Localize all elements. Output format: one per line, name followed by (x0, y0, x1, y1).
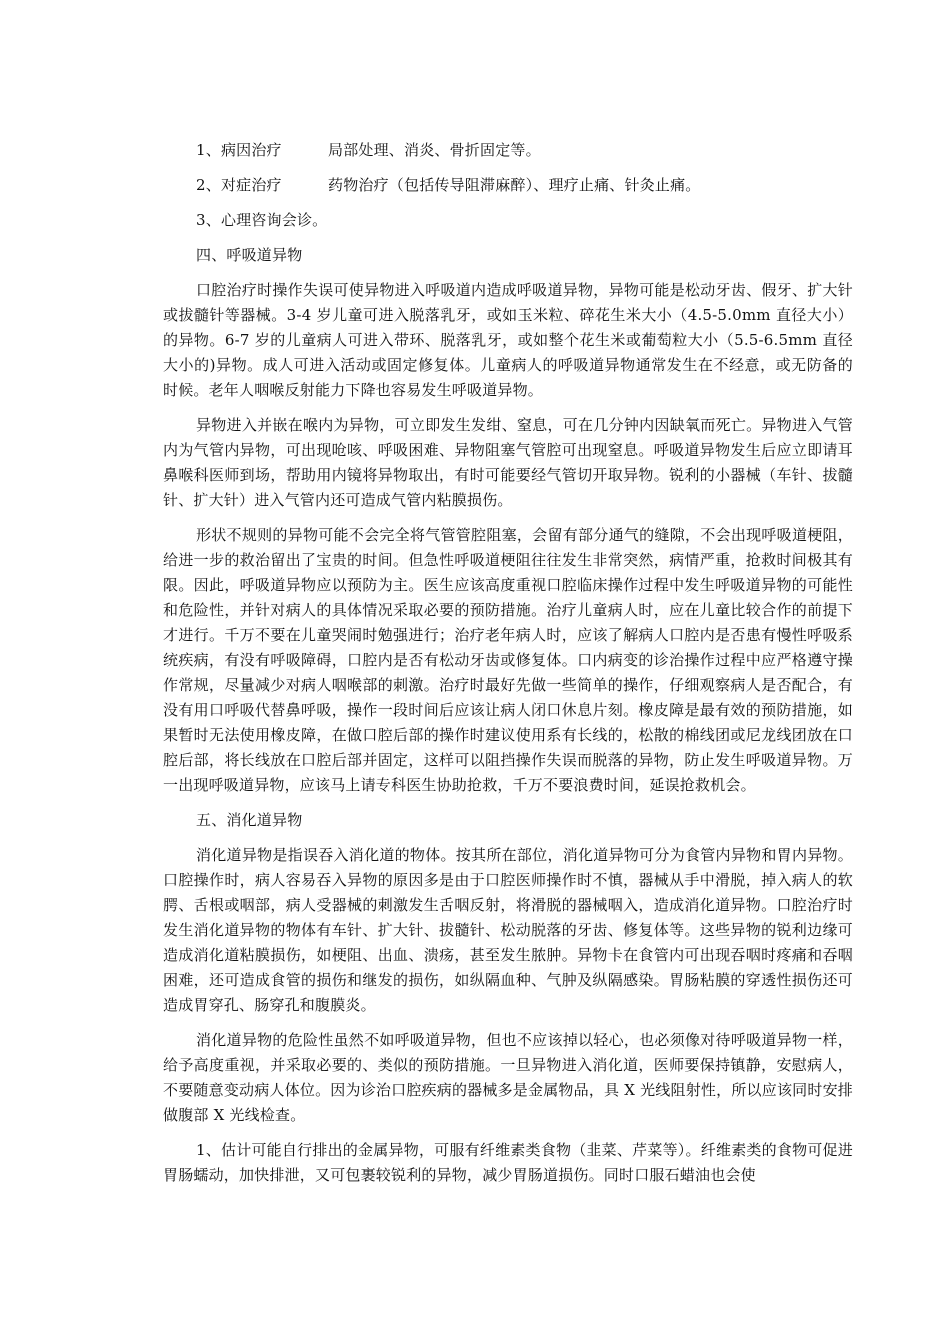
paragraph: 形状不规则的异物可能不会完全将气管管腔阻塞，会留有部分通气的缝隙，不会出现呼吸道梗阻，给进一步的救治留出了宝贵的时间。但急性呼吸道梗阻往往发生非常突然，病情严重，抢救时间极其有限。因此，呼吸道异物应以预防为主。医生应该高度重视口腔临床操作过程中发生呼吸道异物的可能性和危险性，并针对病人的具体情况采取必要的预防措施。治疗儿童病人时，应在儿童比较合作的前提下才进行。千万不要在儿童哭闹时勉强进行；治疗老年病人时，应该了解病人口腔内是否患有慢性呼吸系统疾病，有没有呼吸障碍，口腔内是否有松动牙齿或修复体。口内病变的诊治操作过程中应严格遵守操作常规，尽量减少对病人咽喉部的刺激。治疗时最好先做一些简单的操作，仔细观察病人是否配合，有没有用口呼吸代替鼻呼吸，操作一段时间后应该让病人闭口休息片刻。橡皮障是最有效的预防措施，如果暂时无法使用橡皮障，在做口腔后部的操作时建议使用系有长线的，松散的棉线团或尼龙线团放在口腔后部，将长线放在口腔后部并固定，这样可以阻挡操作失误而脱落的异物，防止发生呼吸道异物。万一出现呼吸道异物，应该马上请专科医生协助抢救，千万不要浪费时间，延误抢救机会。 (163, 526, 853, 794)
item-label: 2、对症治疗 (196, 176, 282, 194)
paragraph: 消化道异物是指误吞入消化道的物体。按其所在部位，消化道异物可分为食管内异物和胃内异物。口腔操作时，病人容易吞入异物的原因多是由于口腔医师操作时不慎，器械从手中滑脱，掉入病人的软腭、舌根或咽部，病人受器械的刺激发生舌咽反射，将滑脱的器械咽入，造成消化道异物。口腔治疗时发生消化道异物的物体有车针、扩大针、拔髓针、松动脱落的牙齿、修复体等。这些异物的锐利边缘可造成消化道粘膜损伤，如梗阻、出血、溃疡，甚至发生脓肿。异物卡在食管内可出现吞咽时疼痛和吞咽困难，还可造成食管的损伤和继发的损伤，如纵隔血种、气肿及纵隔感染。胃肠粘膜的穿透性损伤还可造成胃穿孔、肠穿孔和腹膜炎。 (163, 846, 853, 1014)
section-heading-digestive: 五、消化道异物 (196, 811, 303, 829)
paragraph: 1、估计可能自行排出的金属异物，可服有纤维素类食物（韭菜、芹菜等）。纤维素类的食物可促进胃肠蠕动，加快排泄，又可包裹较锐利的异物，减少胃肠道损伤。同时口服石蜡油也会使 (163, 1141, 853, 1184)
item-text: 局部处理、消炎、骨折固定等。 (328, 141, 541, 159)
item-label: 1、病因治疗 (196, 141, 282, 159)
section-heading-respiratory: 四、呼吸道异物 (196, 246, 303, 264)
item-text: 药物治疗（包括传导阻滞麻醉）、理疗止痛、针灸止痛。 (328, 176, 701, 194)
paragraph: 口腔治疗时操作失误可使异物进入呼吸道内造成呼吸道异物，异物可能是松动牙齿、假牙、扩大针或拔髓针等器械。3-4 岁儿童可进入脱落乳牙，或如玉米粒、碎花生米大小（4.5-5.0mm 直径大小）的异物。6-7 岁的儿童病人可进入带环、脱落乳牙，或如整个花生米或葡萄粒大小（5.5-6.5mm 直径大小的)异物。成人可进入活动或固定修复体。儿童病人的呼吸道异物通常发生在不经意，或无防备的时候。老年人咽喉反射能力下降也容易发生呼吸道异物。 (163, 281, 853, 399)
treatment-item-1 (163, 138, 853, 163)
treatment-item-3: 3、心理咨询会诊。 (196, 211, 328, 229)
paragraph: 消化道异物的危险性虽然不如呼吸道异物，但也不应该掉以轻心，也必须像对待呼吸道异物一样，给予高度重视，并采取必要的、类似的预防措施。一旦异物进入消化道，医师要保持镇静，安慰病人，不要随意变动病人体位。因为诊治口腔疾病的器械多是金属物品，具 X 光线阻射性，所以应该同时安排做腹部 X 光线检查。 (163, 1031, 853, 1124)
treatment-item-2 (163, 173, 853, 198)
document-body (163, 138, 853, 1198)
paragraph: 异物进入并嵌在喉内为异物，可立即发生发绀、窒息，可在几分钟内因缺氧而死亡。异物进入气管内为气管内异物，可出现呛咳、呼吸困难、异物阻塞气管腔可出现窒息。呼吸道异物发生后应立即请耳鼻喉科医师到场，帮助用内镜将异物取出，有时可能要经气管切开取异物。锐利的小器械（车针、拔髓针、扩大针）进入气管内还可造成气管内粘膜损伤。 (163, 416, 853, 509)
